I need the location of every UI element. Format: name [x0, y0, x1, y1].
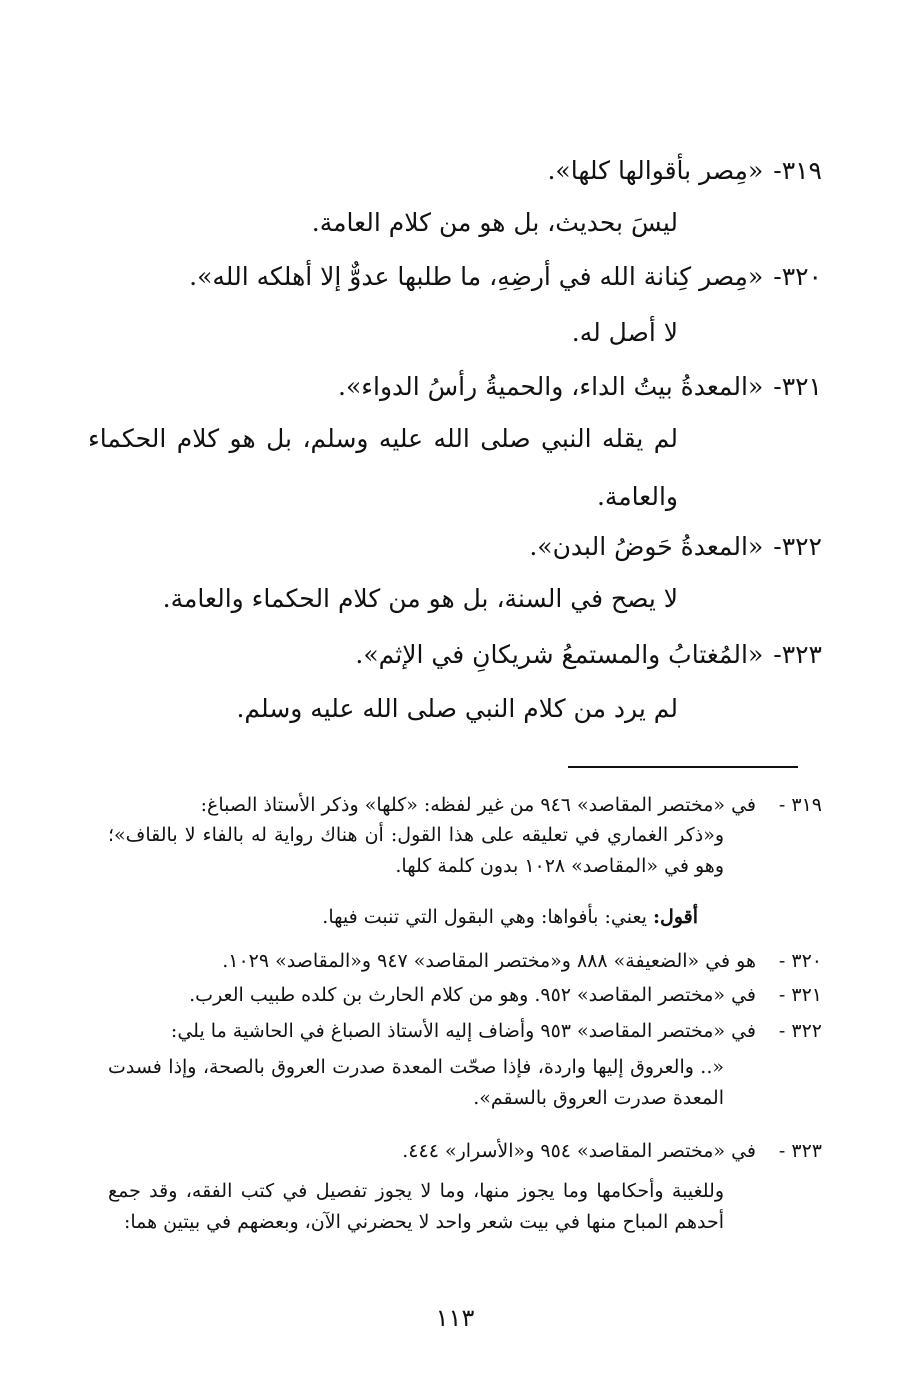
entry-number: ٣٢١-	[773, 372, 822, 401]
aqul-text: يعني: بأفواها: وهي البقول التي تنبت فيها.	[322, 906, 647, 928]
entry-322-title	[529, 532, 822, 562]
entry-number: ٣١٩-	[773, 156, 822, 185]
entry-text: «مِصر كِنانة الله في أرضِهِ، ما طلبها عدوٌّ إلا أهلكه الله».	[189, 262, 764, 291]
footnote-text: في «مختصر المقاصد» ٩٥٤ و«الأسرار» ٤٤٤.	[402, 1140, 756, 1162]
entry-320-title	[189, 262, 822, 292]
footnote-number: ٣٢١ -	[778, 984, 822, 1006]
footnote-323	[402, 1140, 822, 1163]
aqul-label: أقول:	[653, 906, 698, 928]
footnote-text: في «مختصر المقاصد» ٩٥٢. وهو من كلام الحارث بن كلده طبيب العرب.	[189, 984, 756, 1006]
footnote-319-continuation: و«ذكر الغماري في تعليقه على هذا القول: أن هناك رواية له بالفاء لا بالقاف»؛ وهو في «المقاصد» ١٠٢٨ بدون كلمة كلها.	[108, 824, 724, 877]
footnote-text: في «مختصر المقاصد» ٩٥٣ وأضاف إليه الأستاذ الصباغ في الحاشية ما يلي:	[170, 1020, 756, 1042]
entry-319-body: ليسَ بحديث، بل هو من كلام العامة.	[311, 208, 678, 237]
footnote-text: في «مختصر المقاصد» ٩٤٦ من غير لفظه: «كلها» وذكر الأستاذ الصباغ:	[200, 794, 756, 816]
footnote-322-continuation: «.. والعروق إليها واردة، فإذا صحّت المعدة صدرت العروق بالصحة، وإذا فسدت المعدة صدرت العروق بالسقم».	[108, 1056, 724, 1109]
footnote-number: ٣١٩ -	[778, 794, 822, 816]
entry-number: ٣٢٣-	[773, 640, 822, 669]
footnote-separator	[568, 766, 798, 768]
footnote-text: هو في «الضعيفة» ٨٨٨ و«مختصر المقاصد» ٩٤٧ و«المقاصد» ١٠٢٩.	[222, 950, 756, 972]
entry-number: ٣٢٠-	[773, 262, 822, 291]
footnote-321	[189, 984, 822, 1007]
entry-320-body: لا أصل له.	[571, 318, 678, 347]
footnote-number: ٣٢٠ -	[778, 950, 822, 972]
footnote-322	[171, 1020, 822, 1043]
entry-319-title	[547, 156, 822, 186]
footnote-323-continuation: وللغيبة وأحكامها وما يجوز منها، وما لا يجوز تفصيل في كتب الفقه، وقد جمع أحدهم المباح منها في بيت شعر واحد لا يحضرني الآن، وبعضهم في بيتين هما:	[108, 1180, 724, 1233]
entry-322-body: لا يصح في السنة، بل هو من كلام الحكماء والعامة.	[162, 584, 678, 613]
entry-323-title	[355, 640, 822, 670]
entry-text: «المعدةُ حَوضُ البدن».	[529, 532, 764, 561]
entry-text: «المُغتابُ والمستمعُ شريكانِ في الإثم».	[355, 640, 764, 669]
footnote-319	[201, 794, 822, 817]
footnote-319-note	[322, 906, 698, 929]
footnote-number: ٣٢٢ -	[778, 1020, 822, 1042]
footnote-320	[222, 950, 822, 973]
footnote-number: ٣٢٣ -	[778, 1140, 822, 1162]
entry-321-body: لم يقله النبي صلى الله عليه وسلم، بل هو كلام الحكماء والعامة.	[88, 424, 678, 511]
page-number: ١١٣	[435, 1304, 475, 1332]
entry-text: «المعدةُ بيتُ الداء، والحميةُ رأسُ الدواء».	[338, 372, 764, 401]
entry-number: ٣٢٢-	[773, 532, 822, 561]
entry-323-body: لم يرد من كلام النبي صلى الله عليه وسلم.	[236, 694, 678, 723]
entry-321-title	[338, 372, 822, 402]
entry-text: «مِصر بأقوالها كلها».	[547, 156, 764, 185]
